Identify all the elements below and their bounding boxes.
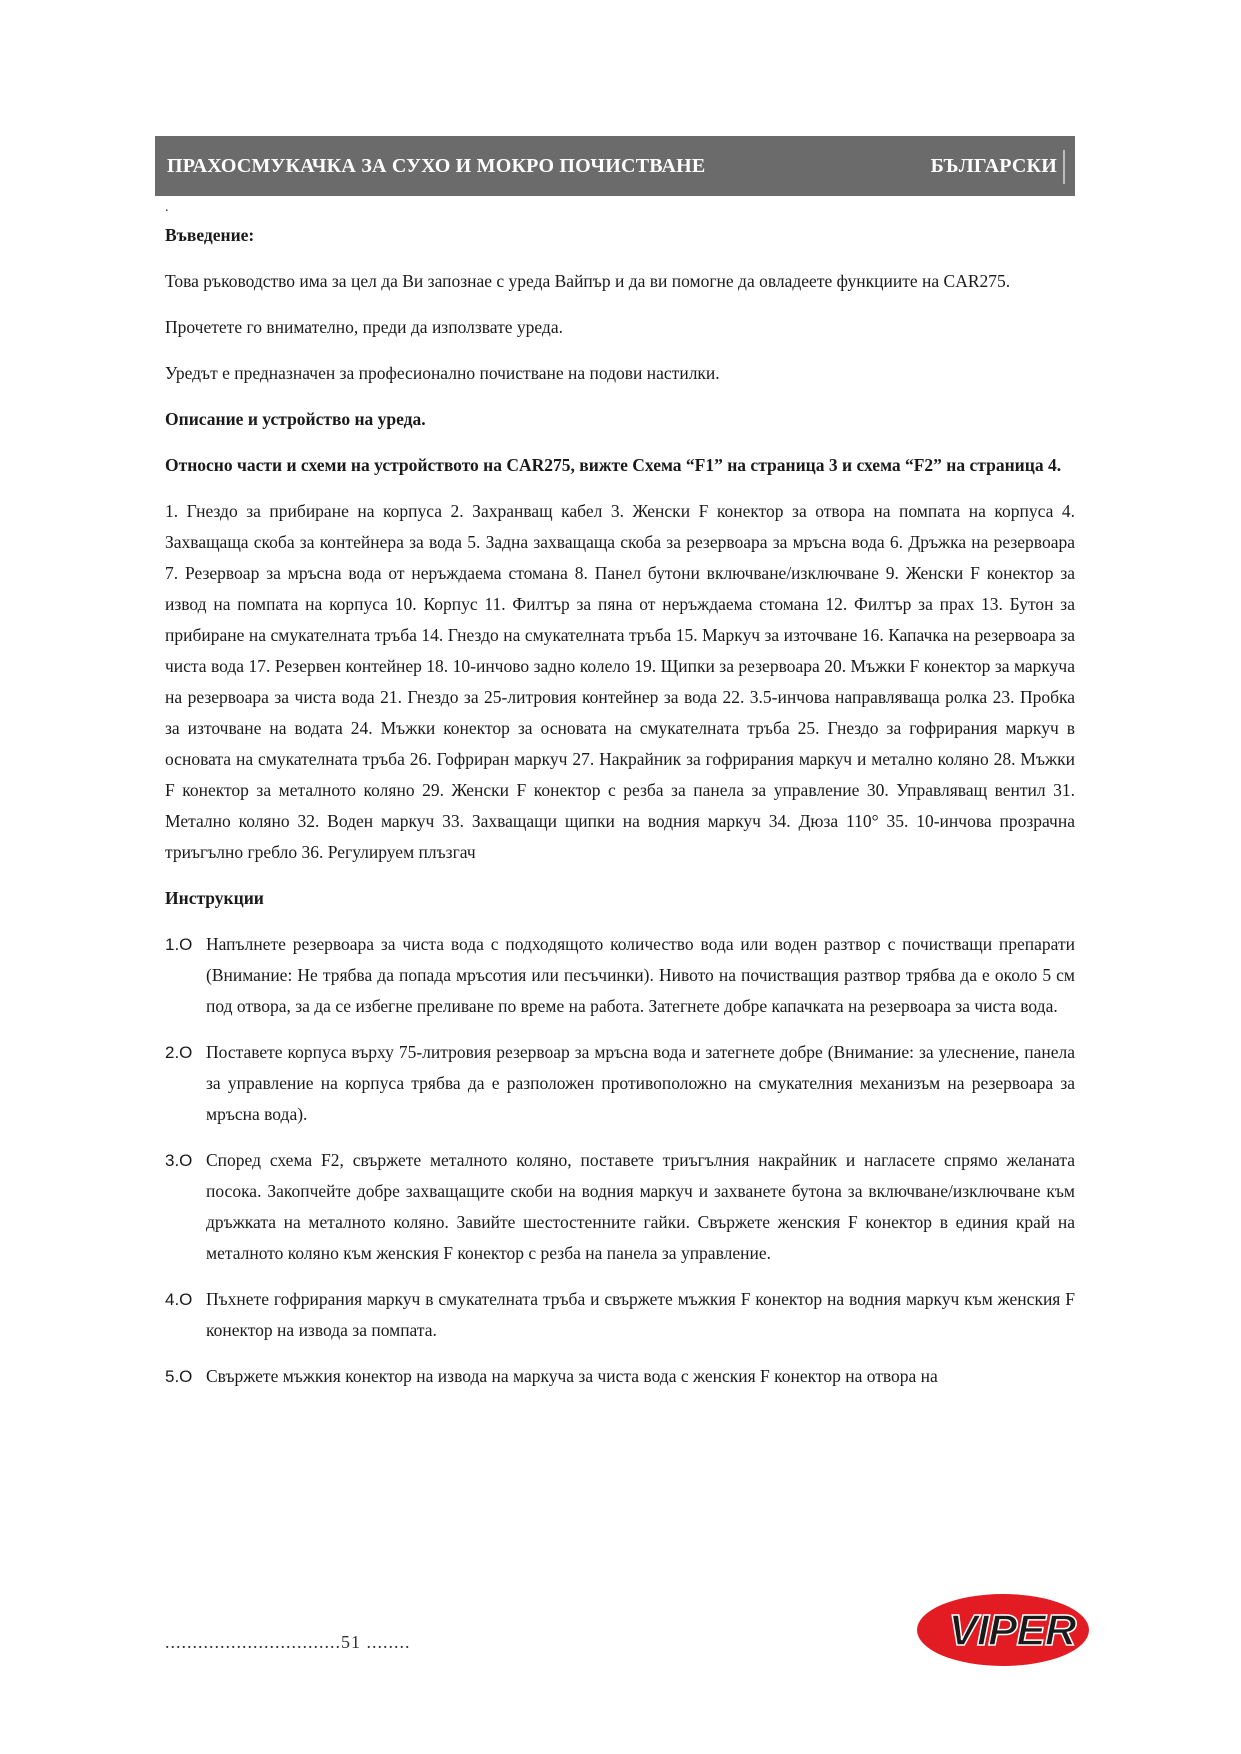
step-number: 5.O <box>165 1367 193 1386</box>
step-number: 4.O <box>165 1290 193 1309</box>
intro-paragraph: Уредът е предназначен за професионално почистване на подови настилки. <box>165 363 720 383</box>
step-text: Поставете корпуса върху 75-литровия резервоар за мръсна вода и затегнете добре (Внимание: за улеснение, панела за управление на корпуса трябва да е разположен противоположно на смукателния механизъм на резервоара за мръсна вода). <box>206 1042 1075 1124</box>
language-label: БЪЛГАРСКИ <box>930 154 1057 177</box>
instruction-step <box>165 929 1075 1022</box>
parts-list: 1. Гнездо за прибиране на корпуса 2. Захранващ кабел 3. Женски F конектор за отвора на помпата на корпуса 4. Захващаща скоба за контейнера за вода 5. Задна захващаща скоба за резервоара за мръсна вода 6. Дръжка на резервоара 7. Резервоар за мръсна вода от неръждаема стомана 8. Панел бутони включване/изключване 9. Женски F конектор за извод на помпата на корпуса 10. Корпус 11. Филтър за пяна от неръждаема стомана 12. Филтър за прах 13. Бутон за прибиране на смукателната тръба 14. Гнездо на смукателната тръба 15. Маркуч за източване 16. Капачка на резервоара за чиста вода 17. Резервен контейнер 18. 10-инчово задно колело 19. Щипки за резервоара 20. Мъжки F конектор за маркуча на резервоара за чиста вода 21. Гнездо за 25-литровия контейнер за вода 22. 3.5-инчова направляваща ролка 23. Пробка за източване на водата 24. Мъжки конектор за основата на смукателната тръба 25. Гнездо за гофрирания маркуч в основата на смукателната тръба 26. Гофриран маркуч 27. Накрайник за гофрирания маркуч и метално коляно 28. Мъжки F конектор за металното коляно 29. Женски F конектор с резба за панела за управление 30. Управляващ вентил 31. Метално коляно 32. Воден маркуч 33. Захващащи щипки на водния маркуч 34. Дюза 110° 35. 10-инчова прозрачна триъгълно гребло 36. Регулируем плъзгач <box>165 501 1075 862</box>
step-number: 3.O <box>165 1151 193 1170</box>
intro-heading: Въведение: <box>165 225 255 245</box>
step-text: Пъхнете гофрирания маркуч в смукателната тръба и свържете мъжкия F конектор на водния маркуч към женския F конектор на извода за помпата. <box>206 1289 1075 1340</box>
instructions-list <box>165 929 1075 1392</box>
intro-paragraph: Това ръководство има за цел да Ви запознае с уреда Вайпър и да ви помогне да овладеете функциите на CAR275. <box>165 271 1011 291</box>
step-number: 2.O <box>165 1043 193 1062</box>
document-body <box>165 220 1075 1407</box>
viper-logo <box>915 1590 1105 1670</box>
step-text: Свържете мъжкия конектор на извода на маркуча за чиста вода с женския F конектор на отвора на <box>206 1366 938 1386</box>
description-subheading: Относно части и схеми на устройството на CAR275, вижте Схема “F1” на страница 3 и схема “F2” на страница 4. <box>165 455 1062 475</box>
instruction-step <box>165 1284 1075 1346</box>
instructions-heading: Инструкции <box>165 888 264 908</box>
step-text: Напълнете резервоара за чиста вода с подходящото количество вода или воден разтвор с почистващи препарати (Внимание: Не трябва да попада мръсотия или песъчинки). Нивото на почистващия разтвор трябва да е около 5 см под отвора, за да се избегне преливане по време на работа. Затегнете добре капачката на резервоара за чиста вода. <box>206 934 1075 1016</box>
page-footer: ................................51 ........ <box>165 1632 411 1652</box>
instruction-step <box>165 1361 1075 1392</box>
page-header <box>155 136 1075 196</box>
logo-text: VIPER <box>948 1606 1076 1655</box>
instruction-step <box>165 1037 1075 1130</box>
step-number: 1.O <box>165 935 193 954</box>
header-divider <box>1063 150 1065 184</box>
instruction-step <box>165 1145 1075 1269</box>
step-text: Според схема F2, свържете металното коляно, поставете триъгълния накрайник и нагласете спрямо желаната посока. Закопчейте добре захващащите скоби на водния маркуч и захванете бутона за включване/изключване към дръжката на металното коляно. Завийте шестостенните гайки. Свържете женския F конектор в единия край на металното коляно към женския F конектор с резба на панела за управление. <box>206 1150 1075 1263</box>
document-title: ПРАХОСМУКАЧКА ЗА СУХО И МОКРО ПОЧИСТВАНЕ <box>167 154 706 177</box>
intro-paragraph: Прочетете го внимателно, преди да използвате уреда. <box>165 317 563 337</box>
description-heading: Описание и устройство на уреда. <box>165 409 426 429</box>
dot-mark: . <box>165 200 169 215</box>
